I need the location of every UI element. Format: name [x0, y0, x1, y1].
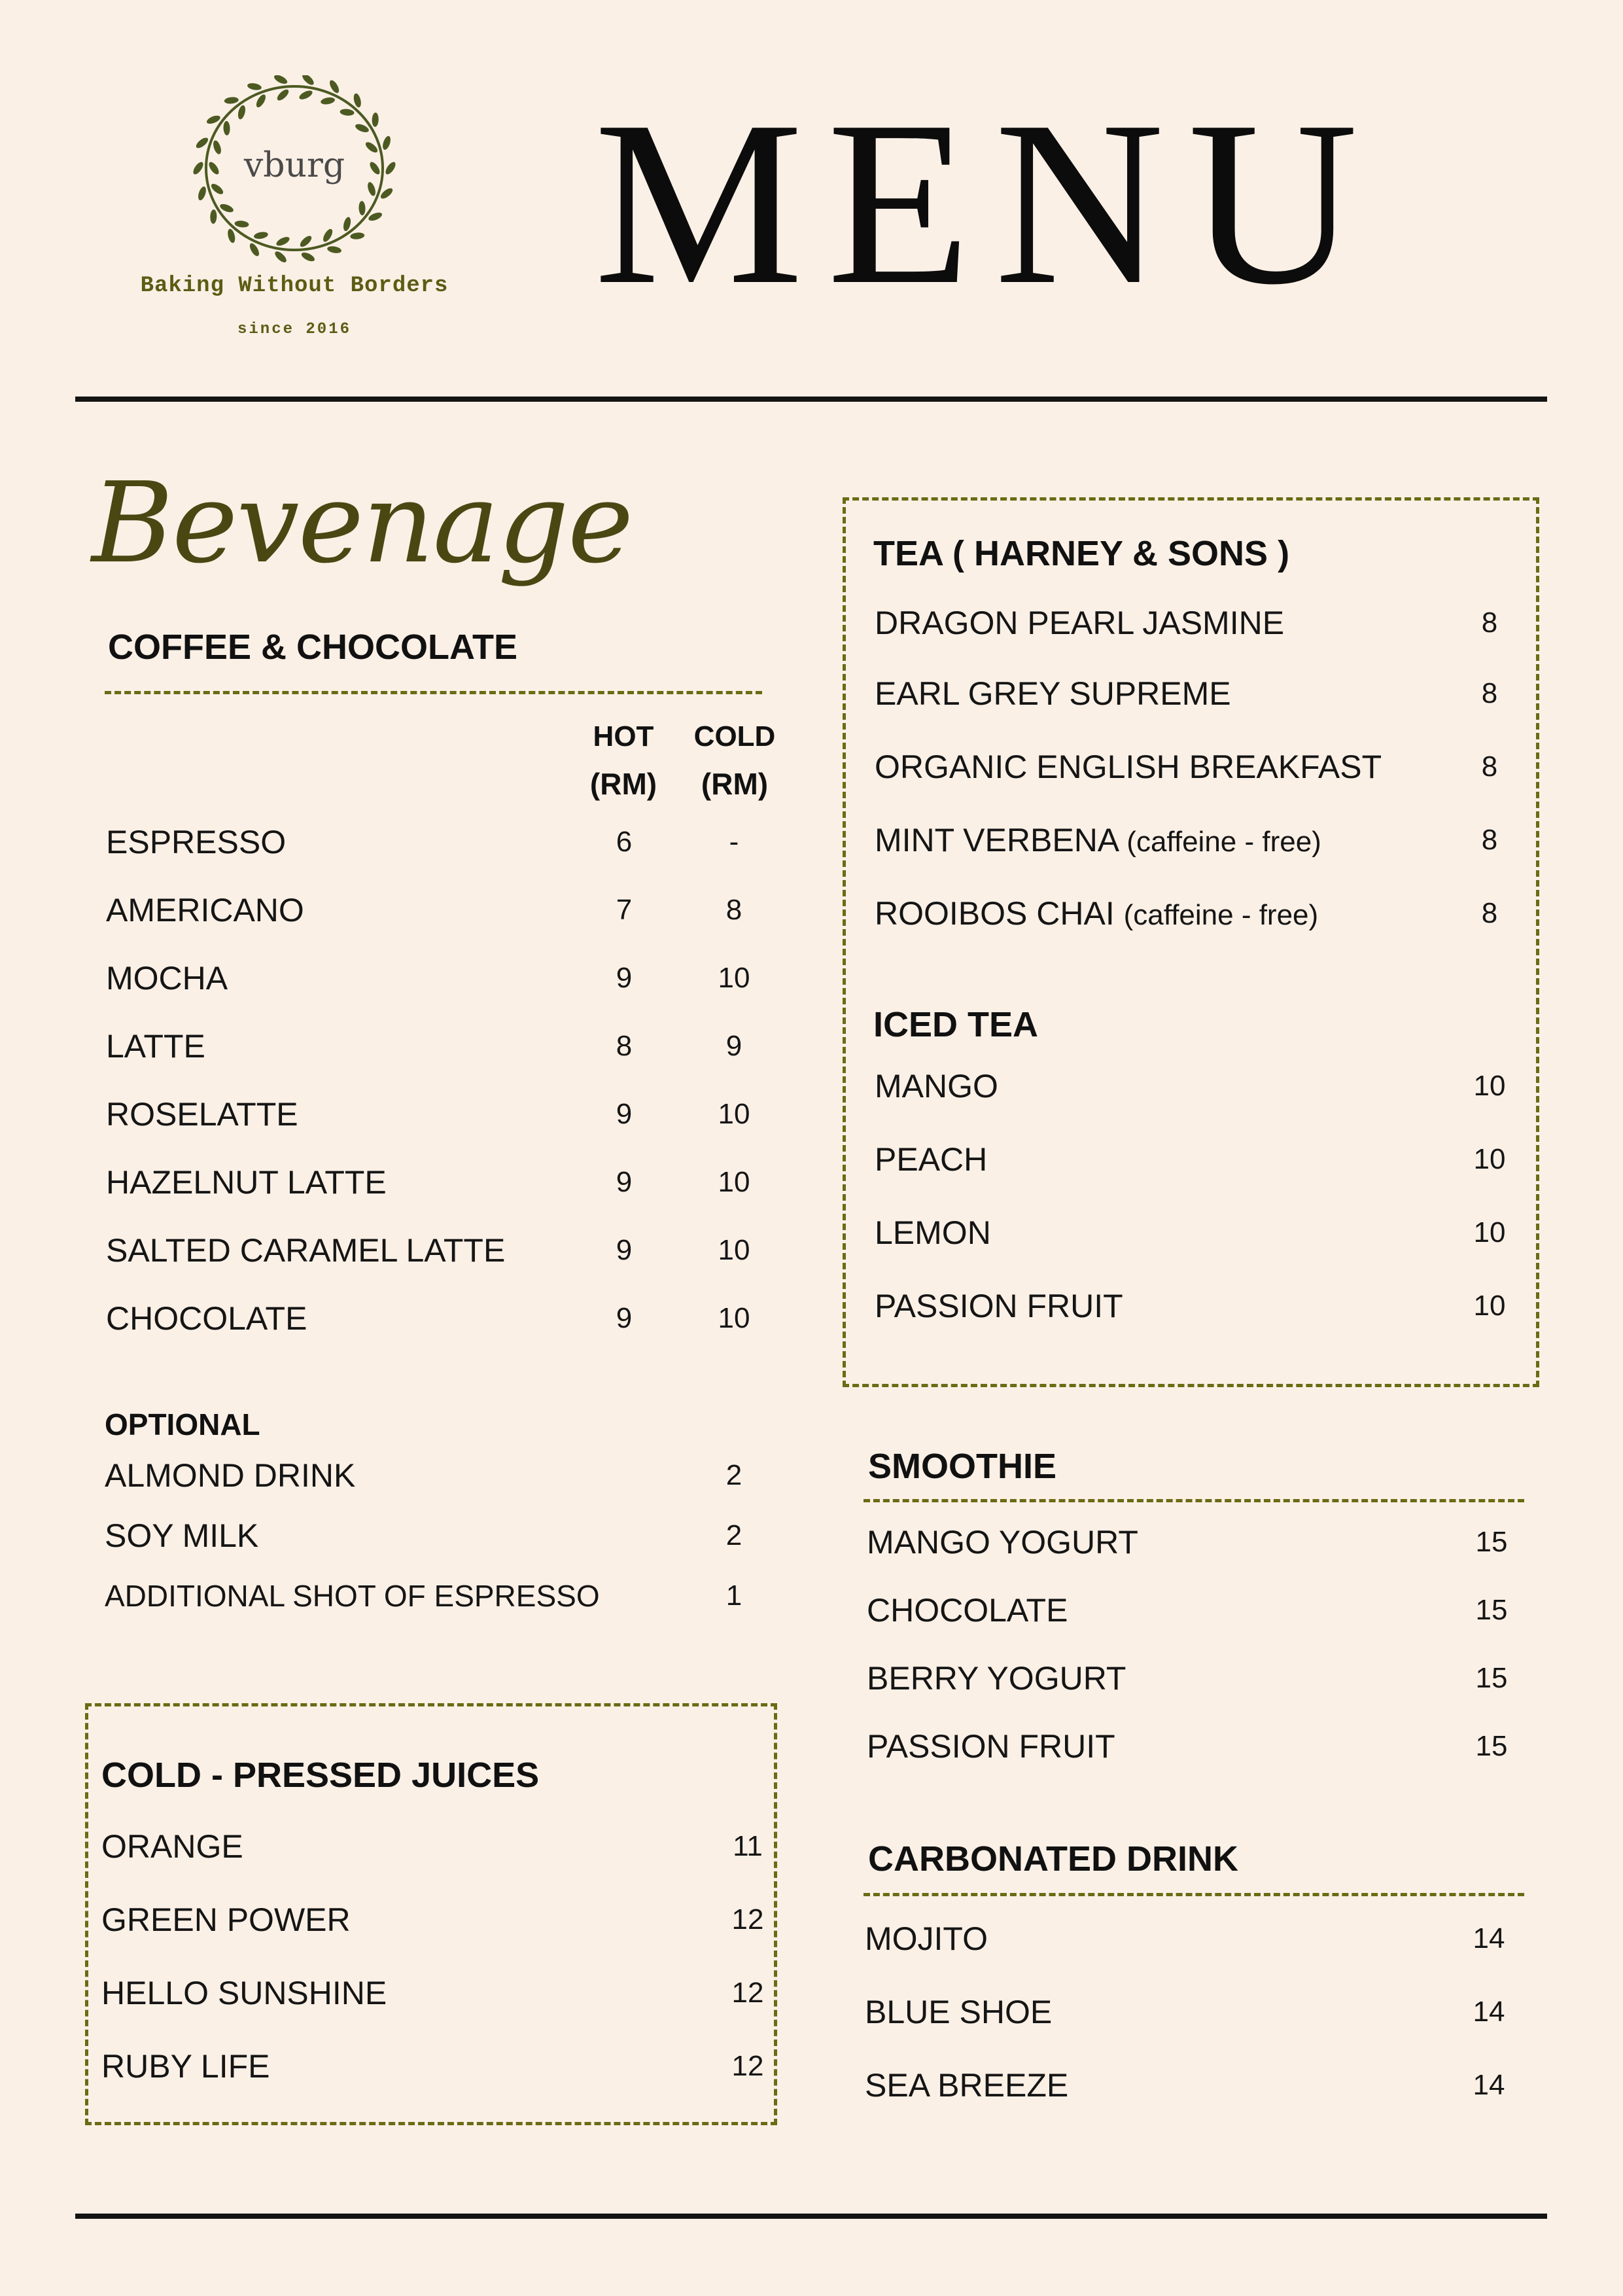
- item-name: HAZELNUT LATTE: [106, 1164, 387, 1201]
- item-name: BERRY YOGURT: [867, 1660, 1126, 1697]
- item-name: SOY MILK: [105, 1517, 259, 1554]
- hot-label: HOT: [593, 720, 654, 752]
- cold-price: 10: [718, 962, 750, 994]
- cold-price: 10: [718, 1166, 750, 1198]
- list-item: [867, 1591, 1521, 1630]
- item-price: 2: [725, 1519, 742, 1551]
- tea-name: ROOIBOS CHAI: [875, 895, 1115, 932]
- list-item: [106, 1299, 793, 1338]
- leaf-icon: [340, 108, 355, 116]
- cold-label: COLD: [693, 720, 776, 752]
- list-item: [875, 1286, 1519, 1326]
- hot-column-header: [568, 713, 679, 807]
- leaf-icon: [273, 75, 288, 86]
- cold-price: 10: [718, 1234, 750, 1266]
- list-item: [106, 822, 793, 862]
- item-price: 14: [1473, 1996, 1505, 2028]
- leaf-icon: [300, 251, 316, 263]
- carbonated-divider: [864, 1893, 1524, 1896]
- cold-column-header: [679, 713, 790, 807]
- item-price: 8: [1481, 677, 1498, 709]
- item-price: 14: [1473, 1922, 1505, 1954]
- item-name: [875, 821, 1321, 862]
- list-item: [867, 1523, 1521, 1562]
- list-item: [106, 1163, 793, 1202]
- item-name: MANGO: [875, 1068, 998, 1104]
- top-divider: [75, 397, 1547, 402]
- tea-section-title: TEA ( HARNEY & SONS ): [873, 534, 1290, 573]
- item-name: AMERICANO: [106, 892, 304, 928]
- item-price: 11: [733, 1830, 763, 1862]
- leaf-icon: [342, 217, 352, 232]
- item-name: CHOCOLATE: [106, 1300, 307, 1337]
- item-price: 15: [1475, 1730, 1508, 1762]
- hot-unit: (RM): [589, 767, 657, 801]
- tea-name: DRAGON PEARL JASMINE: [875, 605, 1285, 641]
- tea-name: ORGANIC ENGLISH BREAKFAST: [875, 749, 1382, 785]
- item-name: CHOCOLATE: [867, 1592, 1068, 1629]
- list-item: [101, 1900, 764, 1939]
- item-price: 8: [1481, 897, 1498, 929]
- tea-name: MINT VERBENA: [875, 822, 1118, 858]
- item-name: ALMOND DRINK: [105, 1457, 356, 1494]
- item-name: HELLO SUNSHINE: [101, 1975, 387, 2011]
- leaf-icon: [350, 232, 365, 239]
- leaf-icon: [197, 186, 208, 202]
- cold-unit: (RM): [701, 767, 769, 801]
- list-item: [101, 1973, 764, 2013]
- leaf-icon: [275, 235, 290, 247]
- hot-price: 9: [616, 1302, 633, 1334]
- item-name: MOJITO: [865, 1920, 988, 1957]
- list-item: [875, 1140, 1519, 1179]
- leaf-icon: [320, 96, 335, 105]
- list-item: [105, 1456, 792, 1495]
- item-price: 10: [1473, 1290, 1506, 1322]
- item-price: 15: [1475, 1594, 1508, 1626]
- list-item: [105, 1516, 792, 1555]
- coffee-section-title: COFFEE & CHOCOLATE: [108, 627, 517, 667]
- beverage-heading: Bevenage: [92, 459, 633, 588]
- item-name: RUBY LIFE: [101, 2048, 270, 2085]
- list-item: [865, 1919, 1519, 1958]
- cold-price: 10: [718, 1302, 750, 1334]
- leaf-icon: [253, 231, 268, 240]
- smoothie-section-title: SMOOTHIE: [868, 1447, 1057, 1486]
- leaf-icon: [273, 249, 288, 264]
- cold-price: 8: [725, 894, 742, 926]
- item-name: [875, 894, 1318, 935]
- leaf-icon: [372, 113, 379, 127]
- list-item: [875, 894, 1519, 933]
- leaf-icon: [358, 201, 366, 215]
- list-item: [867, 1727, 1521, 1766]
- item-name: LEMON: [875, 1214, 991, 1251]
- tea-note: (caffeine - free): [1123, 899, 1319, 931]
- item-name: ORANGE: [101, 1828, 243, 1865]
- list-item: [101, 1827, 763, 1866]
- item-price: 15: [1475, 1662, 1508, 1694]
- page-title: MENU: [594, 72, 1382, 333]
- leaf-icon: [234, 220, 249, 228]
- item-price: 2: [725, 1459, 742, 1491]
- coffee-divider: [105, 691, 762, 694]
- list-item: [875, 674, 1519, 713]
- list-item: [106, 1231, 793, 1270]
- leaf-icon: [223, 121, 230, 135]
- hot-price: 7: [616, 894, 633, 926]
- cold-price: 9: [725, 1030, 742, 1062]
- item-name: BLUE SHOE: [865, 1994, 1053, 2030]
- item-name: ROSELATTE: [106, 1096, 298, 1133]
- logo-text: vburg: [243, 146, 345, 185]
- item-name: [875, 603, 1284, 645]
- item-name: GREEN POWER: [101, 1901, 351, 1938]
- item-price: 15: [1475, 1526, 1508, 1558]
- cold-price: 10: [718, 1098, 750, 1130]
- iced-tea-section-title: ICED TEA: [873, 1005, 1039, 1044]
- item-price: 8: [1481, 607, 1498, 639]
- list-item: [101, 2047, 764, 2086]
- list-item: [875, 821, 1519, 860]
- tea-note: (caffeine - free): [1126, 826, 1321, 858]
- item-name: PEACH: [875, 1141, 988, 1178]
- item-name: ESPRESSO: [106, 824, 287, 860]
- hot-price: 6: [616, 826, 633, 858]
- leaf-icon: [275, 88, 290, 102]
- leaf-icon: [353, 93, 362, 109]
- list-item: [875, 747, 1519, 786]
- item-name: ADDITIONAL SHOT OF ESPRESSO: [105, 1579, 600, 1613]
- item-price: 1: [725, 1580, 742, 1612]
- bottom-divider: [75, 2214, 1547, 2219]
- leaf-icon: [210, 209, 217, 224]
- hot-price: 9: [616, 1234, 633, 1266]
- tea-name: EARL GREY SUPREME: [875, 675, 1231, 712]
- item-price: 12: [731, 1903, 764, 1935]
- list-item: [106, 959, 793, 998]
- list-item: [875, 1067, 1519, 1106]
- item-price: 10: [1473, 1143, 1506, 1175]
- item-name: PASSION FRUIT: [867, 1728, 1115, 1765]
- brand-logo: [190, 75, 399, 265]
- list-item: [865, 1992, 1519, 2032]
- item-price: 10: [1473, 1216, 1506, 1248]
- item-name: [875, 674, 1231, 715]
- brand-since: since 2016: [237, 321, 352, 338]
- item-price: 8: [1481, 824, 1498, 856]
- juices-section-title: COLD - PRESSED JUICES: [101, 1756, 540, 1795]
- list-item: [875, 1213, 1519, 1252]
- list-item: [106, 1027, 793, 1066]
- smoothie-divider: [864, 1499, 1524, 1502]
- list-item: [105, 1576, 792, 1616]
- hot-price: 9: [616, 1098, 633, 1130]
- leaf-icon: [224, 96, 239, 104]
- item-name: PASSION FRUIT: [875, 1288, 1123, 1324]
- leaf-icon: [300, 75, 315, 87]
- leaf-icon: [326, 245, 341, 255]
- leaf-icon: [237, 105, 247, 120]
- brand-tagline: Baking Without Borders: [140, 274, 449, 298]
- list-item: [875, 603, 1519, 643]
- leaf-icon: [226, 228, 236, 244]
- item-name: [875, 747, 1382, 788]
- cold-price: -: [729, 826, 739, 858]
- optional-section-title: OPTIONAL: [105, 1407, 260, 1441]
- item-name: LATTE: [106, 1028, 205, 1065]
- item-name: MOCHA: [106, 960, 228, 997]
- item-price: 10: [1473, 1070, 1506, 1102]
- item-name: SALTED CARAMEL LATTE: [106, 1232, 506, 1269]
- leaf-icon: [298, 234, 313, 249]
- item-price: 12: [731, 1977, 764, 2009]
- item-price: 12: [731, 2050, 764, 2082]
- list-item: [106, 891, 793, 930]
- hot-price: 9: [616, 1166, 633, 1198]
- hot-price: 9: [616, 962, 633, 994]
- list-item: [106, 1095, 793, 1134]
- item-name: MANGO YOGURT: [867, 1524, 1138, 1561]
- list-item: [867, 1659, 1521, 1698]
- list-item: [865, 2066, 1519, 2105]
- carbonated-section-title: CARBONATED DRINK: [868, 1839, 1238, 1879]
- item-name: SEA BREEZE: [865, 2067, 1069, 2104]
- leaf-icon: [298, 89, 313, 101]
- item-price: 14: [1473, 2069, 1505, 2101]
- hot-price: 8: [616, 1030, 633, 1062]
- leaf-icon: [247, 82, 262, 91]
- item-price: 8: [1481, 751, 1498, 783]
